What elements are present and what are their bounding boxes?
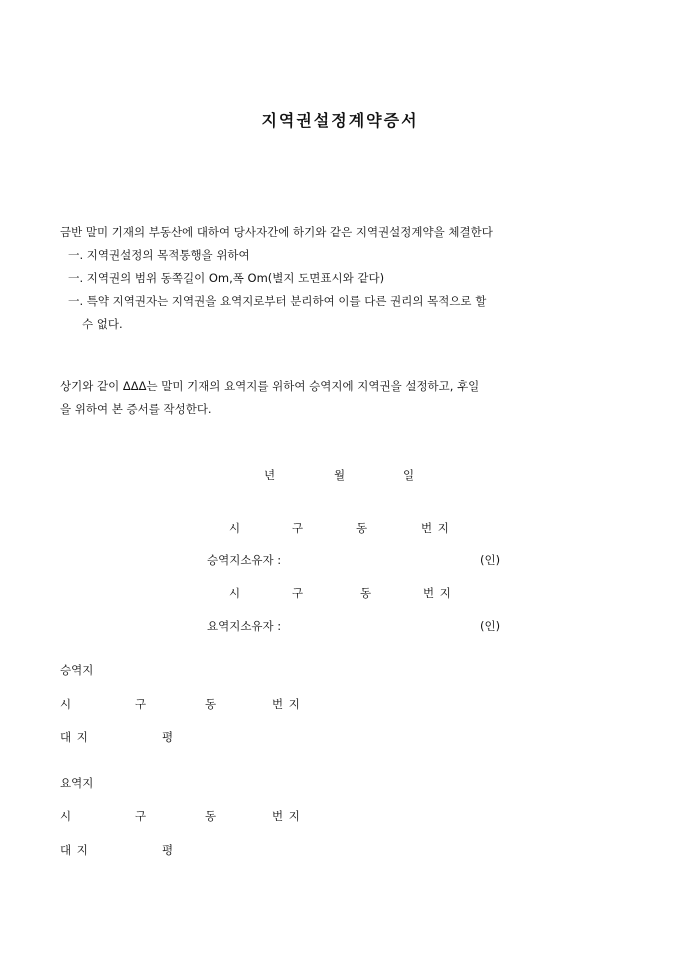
clause-3-continuation: 수 없다. bbox=[82, 317, 123, 331]
date-year: 년 bbox=[264, 468, 276, 482]
dominant-land-gu: 구 bbox=[135, 809, 147, 823]
date-month: 월 bbox=[334, 468, 346, 482]
date-day: 일 bbox=[403, 468, 415, 482]
dominant-land-category: 대 지 bbox=[60, 843, 89, 857]
dominant-owner-dong: 동 bbox=[360, 586, 372, 600]
servient-owner-gu: 구 bbox=[292, 521, 304, 535]
dominant-land-beonji: 번 지 bbox=[272, 809, 301, 823]
servient-land-beonji: 번 지 bbox=[272, 697, 301, 711]
servient-land-gu: 구 bbox=[135, 697, 147, 711]
servient-land-category: 대 지 bbox=[60, 730, 89, 744]
dominant-land-unit: 평 bbox=[162, 843, 174, 857]
servient-owner-seal: (인) bbox=[480, 553, 501, 567]
statement-line-2: 을 위하여 본 증서를 작성한다. bbox=[60, 402, 212, 416]
dominant-owner-si: 시 bbox=[229, 586, 241, 600]
dominant-owner-seal: (인) bbox=[480, 619, 501, 633]
servient-owner-dong: 동 bbox=[356, 521, 368, 535]
servient-land-dong: 동 bbox=[205, 697, 217, 711]
intro-text: 금반 말미 기재의 부동산에 대하여 당사자간에 하기와 같은 지역권설정계약을 체결한다 bbox=[60, 225, 493, 239]
document-title: 지역권설정계약증서 bbox=[261, 111, 419, 130]
dominant-land-si: 시 bbox=[60, 809, 72, 823]
dominant-land-dong: 동 bbox=[205, 809, 217, 823]
servient-land-unit: 평 bbox=[162, 730, 174, 744]
servient-owner-si: 시 bbox=[229, 521, 241, 535]
dominant-owner-gu: 구 bbox=[292, 586, 304, 600]
servient-land-si: 시 bbox=[60, 697, 72, 711]
clause-3: 一. 특약 지역권자는 지역권을 요역지로부터 분리하여 이를 다른 권리의 목적으로 할 bbox=[68, 294, 487, 308]
clause-1: 一. 지역권설정의 목적통행을 위하여 bbox=[68, 248, 250, 262]
dominant-land-heading: 요역지 bbox=[60, 776, 94, 790]
dominant-owner-label: 요역지소유자 : bbox=[207, 619, 282, 633]
servient-owner-beonji: 번 지 bbox=[421, 521, 450, 535]
dominant-owner-beonji: 번 지 bbox=[423, 586, 452, 600]
statement-line-1: 상기와 같이 ΔΔΔ는 말미 기재의 요역지를 위하여 승역지에 지역권을 설정하고, 후일 bbox=[60, 379, 480, 393]
clause-2: 一. 지역권의 범위 동쪽길이 Om,폭 Om(별지 도면표시와 같다) bbox=[68, 271, 385, 285]
servient-owner-label: 승역지소유자 : bbox=[207, 553, 282, 567]
servient-land-heading: 승역지 bbox=[60, 663, 94, 677]
